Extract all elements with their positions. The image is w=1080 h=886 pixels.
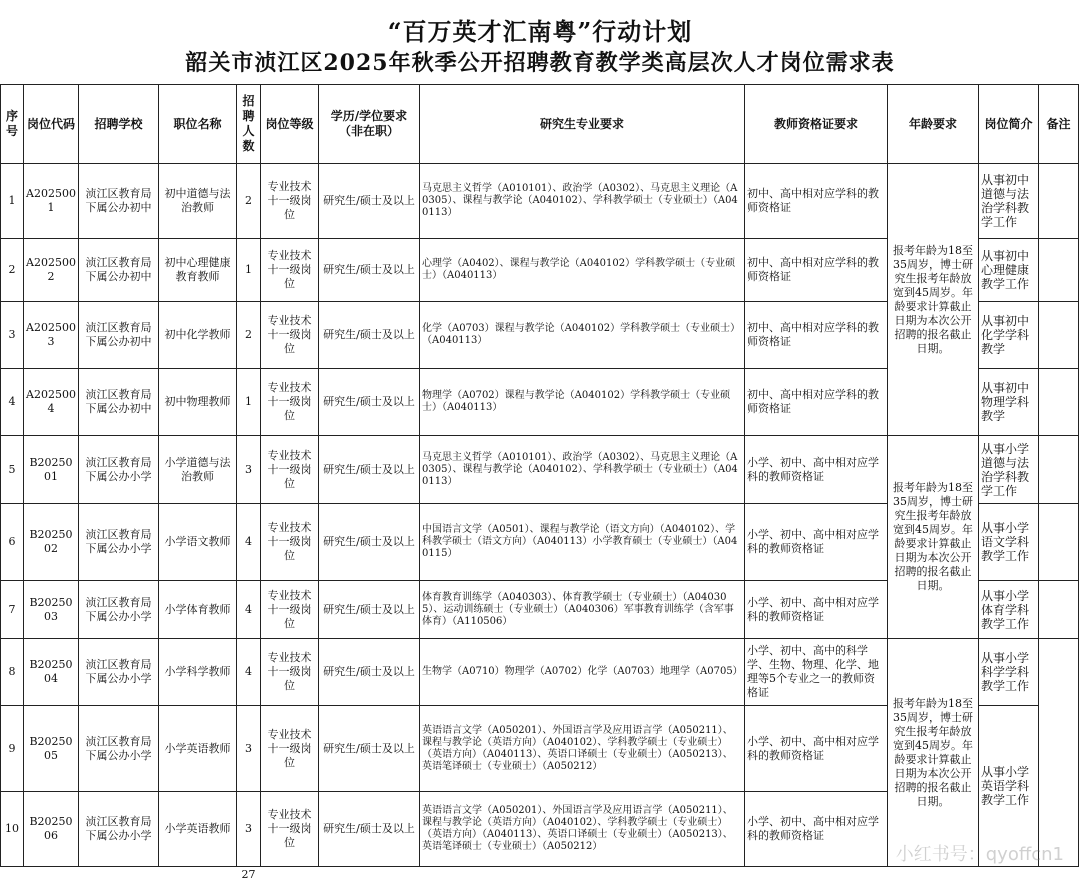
cell-position: 小学语文教师 <box>159 504 237 581</box>
cell-grade: 专业技术十一级岗位 <box>261 369 319 436</box>
cell-seq: 9 <box>1 706 24 792</box>
cell-school: 浈江区教育局下属公办初中 <box>79 302 159 369</box>
cell-education: 研究生/硕士及以上 <box>319 302 420 369</box>
cell-education: 研究生/硕士及以上 <box>319 504 420 581</box>
header-certificate: 教师资格证要求 <box>745 85 888 164</box>
cell-code: B2025004 <box>24 639 79 706</box>
cell-major: 体育教育训练学（A040303）、体育教学硕士（专业硕士）（A040305）、运动训练硕士（专业硕士）（A040306）军事教育训练学（含军事体育）（A110506） <box>420 581 745 639</box>
header-count: 招聘人数 <box>237 85 261 164</box>
cell-code: A2025004 <box>24 369 79 436</box>
cell-position: 初中道德与法治教师 <box>159 164 237 239</box>
cell-major: 物理学（A0702）课程与教学论（A040102）学科教学硕士（专业硕士）（A040113） <box>420 369 745 436</box>
cell-grade: 专业技术十一级岗位 <box>261 302 319 369</box>
cell-brief: 从事初中道德与法治学科教学工作 <box>979 164 1039 239</box>
cell-brief: 从事初中物理学科教学 <box>979 369 1039 436</box>
cell-seq: 7 <box>1 581 24 639</box>
header-major: 研究生专业要求 <box>420 85 745 164</box>
cell-code: B2025001 <box>24 436 79 504</box>
header-seq: 序号 <box>1 85 24 164</box>
cell-code: A2025002 <box>24 239 79 302</box>
cell-position: 初中物理教师 <box>159 369 237 436</box>
cell-grade: 专业技术十一级岗位 <box>261 239 319 302</box>
cell-note <box>1039 239 1079 302</box>
cell-count: 3 <box>237 706 261 792</box>
cell-certificate: 小学、初中、高中相对应学科的教师资格证 <box>745 504 888 581</box>
cell-note <box>1039 504 1079 581</box>
cell-brief: 从事初中化学学科教学 <box>979 302 1039 369</box>
cell-count: 2 <box>237 164 261 239</box>
cell-major: 中国语言文学（A0501）、课程与教学论（语文方向）（A040102）、学科教学硕士（语文方向）（A040113）小学教育硕士（专业硕士）（A040115） <box>420 504 745 581</box>
cell-count: 3 <box>237 436 261 504</box>
cell-grade: 专业技术十一级岗位 <box>261 706 319 792</box>
cell-education: 研究生/硕士及以上 <box>319 639 420 706</box>
header-school: 招聘学校 <box>79 85 159 164</box>
cell-code: A2025003 <box>24 302 79 369</box>
cell-major: 化学（A0703）课程与教学论（A040102）学科教学硕士（专业硕士）（A040113） <box>420 302 745 369</box>
cell-school: 浈江区教育局下属公办小学 <box>79 504 159 581</box>
cell-count: 4 <box>237 504 261 581</box>
header-brief: 岗位简介 <box>979 85 1039 164</box>
total-count: 27 <box>241 867 256 881</box>
table-row <box>1 164 1079 239</box>
cell-education: 研究生/硕士及以上 <box>319 164 420 239</box>
position-table <box>0 84 1079 883</box>
total-row <box>1 867 1079 883</box>
header-grade: 岗位等级 <box>261 85 319 164</box>
cell-note <box>1039 581 1079 639</box>
cell-position: 初中心理健康教育教师 <box>159 239 237 302</box>
cell-school: 浈江区教育局下属公办初中 <box>79 164 159 239</box>
table-header-row <box>1 85 1079 164</box>
cell-major: 生物学（A0710）物理学（A0702）化学（A0703）地理学（A0705） <box>420 639 745 706</box>
cell-seq: 3 <box>1 302 24 369</box>
cell-count: 4 <box>237 581 261 639</box>
cell-certificate: 小学、初中、高中相对应学科的教师资格证 <box>745 436 888 504</box>
cell-education: 研究生/硕士及以上 <box>319 792 420 867</box>
cell-education: 研究生/硕士及以上 <box>319 436 420 504</box>
header-age: 年龄要求 <box>888 85 979 164</box>
cell-certificate: 初中、高中相对应学科的教师资格证 <box>745 369 888 436</box>
cell-education: 研究生/硕士及以上 <box>319 239 420 302</box>
cell-major: 马克思主义哲学（A010101）、政治学（A0302）、马克思主义理论（A0305）、课程与教学论（A040102）、学科教学硕士（专业硕士）（A040113） <box>420 164 745 239</box>
cell-count: 3 <box>237 792 261 867</box>
cell-position: 小学道德与法治教师 <box>159 436 237 504</box>
cell-school: 浈江区教育局下属公办小学 <box>79 792 159 867</box>
cell-major: 心理学（A0402）、课程与教学论（A040102）学科教学硕士（专业硕士）（A040113） <box>420 239 745 302</box>
cell-seq: 1 <box>1 164 24 239</box>
cell-age-requirement: 报考年龄为18至35周岁，博士研究生报考年龄放宽到45周岁。年龄要求计算截止日期为本次公开招聘的报名截止日期。 <box>888 164 979 436</box>
cell-code: B2025002 <box>24 504 79 581</box>
cell-position: 小学体育教师 <box>159 581 237 639</box>
cell-grade: 专业技术十一级岗位 <box>261 504 319 581</box>
cell-certificate: 小学、初中、高中相对应学科的教师资格证 <box>745 792 888 867</box>
cell-count: 2 <box>237 302 261 369</box>
cell-age-requirement: 报考年龄为18至35周岁，博士研究生报考年龄放宽到45周岁。年龄要求计算截止日期为本次公开招聘的报名截止日期。 <box>888 436 979 639</box>
table-row <box>1 436 1079 504</box>
cell-seq: 6 <box>1 504 24 581</box>
watermark-text: 小红书号：qyoffcn1 <box>895 844 1064 865</box>
cell-seq: 4 <box>1 369 24 436</box>
cell-grade: 专业技术十一级岗位 <box>261 436 319 504</box>
cell-brief: 从事小学体育学科教学工作 <box>979 581 1039 639</box>
cell-grade: 专业技术十一级岗位 <box>261 792 319 867</box>
cell-code: B2025005 <box>24 706 79 792</box>
cell-major: 英语语言文学（A050201）、外国语言学及应用语言学（A050211）、课程与教学论（英语方向）（A040102）、学科教学硕士（专业硕士）（英语方向）（A040113）、英语口译硕士（专业硕士）（A050213）、英语笔译硕士（专业硕士）（A050212） <box>420 792 745 867</box>
cell-certificate: 初中、高中相对应学科的教师资格证 <box>745 164 888 239</box>
document-title: “百万英才汇南粤”行动计划 <box>387 17 693 46</box>
table-row <box>1 639 1079 706</box>
cell-grade: 专业技术十一级岗位 <box>261 581 319 639</box>
document-subtitle: 韶关市浈江区2025年秋季公开招聘教育教学类高层次人才岗位需求表 <box>185 50 895 76</box>
cell-certificate: 小学、初中、高中相对应学科的教师资格证 <box>745 581 888 639</box>
cell-grade: 专业技术十一级岗位 <box>261 639 319 706</box>
cell-certificate: 初中、高中相对应学科的教师资格证 <box>745 302 888 369</box>
cell-school: 浈江区教育局下属公办小学 <box>79 639 159 706</box>
cell-note <box>1039 369 1079 436</box>
cell-school: 浈江区教育局下属公办小学 <box>79 581 159 639</box>
cell-code: B2025003 <box>24 581 79 639</box>
cell-count: 4 <box>237 639 261 706</box>
cell-certificate: 小学、初中、高中相对应学科的教师资格证 <box>745 706 888 792</box>
cell-note <box>1039 164 1079 239</box>
cell-note <box>1039 436 1079 504</box>
cell-code: A2025001 <box>24 164 79 239</box>
cell-school: 浈江区教育局下属公办初中 <box>79 239 159 302</box>
cell-count: 1 <box>237 239 261 302</box>
cell-brief: 从事小学语文学科教学工作 <box>979 504 1039 581</box>
cell-seq: 8 <box>1 639 24 706</box>
cell-seq: 10 <box>1 792 24 867</box>
cell-brief: 从事小学英语学科教学工作 <box>979 706 1039 867</box>
cell-brief: 从事初中心理健康教学工作 <box>979 239 1039 302</box>
header-note: 备注 <box>1039 85 1079 164</box>
cell-seq: 2 <box>1 239 24 302</box>
cell-grade: 专业技术十一级岗位 <box>261 164 319 239</box>
header-education: 学历/学位要求（非在职） <box>319 85 420 164</box>
cell-school: 浈江区教育局下属公办小学 <box>79 706 159 792</box>
cell-school: 浈江区教育局下属公办初中 <box>79 369 159 436</box>
cell-age-requirement: 报考年龄为18至35周岁，博士研究生报考年龄放宽到45周岁。年龄要求计算截止日期为本次公开招聘的报名截止日期。 <box>888 639 979 867</box>
cell-count: 1 <box>237 369 261 436</box>
cell-brief: 从事小学科学学科教学工作 <box>979 639 1039 706</box>
cell-education: 研究生/硕士及以上 <box>319 706 420 792</box>
cell-note <box>1039 302 1079 369</box>
cell-major: 英语语言文学（A050201）、外国语言学及应用语言学（A050211）、课程与教学论（英语方向）（A040102）、学科教学硕士（专业硕士）（英语方向）（A040113）、英语口译硕士（专业硕士）（A050213）、英语笔译硕士（专业硕士）（A050212） <box>420 706 745 792</box>
cell-code: B2025006 <box>24 792 79 867</box>
header-position: 职位名称 <box>159 85 237 164</box>
header-code: 岗位代码 <box>24 85 79 164</box>
cell-education: 研究生/硕士及以上 <box>319 581 420 639</box>
cell-note <box>1039 639 1079 867</box>
cell-certificate: 小学、初中、高中的科学学、生物、物理、化学、地理等5个专业之一的教师资格证 <box>745 639 888 706</box>
cell-seq: 5 <box>1 436 24 504</box>
cell-major: 马克思主义哲学（A010101）、政治学（A0302）、马克思主义理论（A0305）、课程与教学论（A040102）、学科教学硕士（专业硕士）（A040113） <box>420 436 745 504</box>
cell-position: 小学英语教师 <box>159 792 237 867</box>
cell-position: 小学科学教师 <box>159 639 237 706</box>
cell-education: 研究生/硕士及以上 <box>319 369 420 436</box>
cell-school: 浈江区教育局下属公办小学 <box>79 436 159 504</box>
cell-position: 初中化学教师 <box>159 302 237 369</box>
cell-position: 小学英语教师 <box>159 706 237 792</box>
cell-certificate: 初中、高中相对应学科的教师资格证 <box>745 239 888 302</box>
cell-brief: 从事小学道德与法治学科教学工作 <box>979 436 1039 504</box>
